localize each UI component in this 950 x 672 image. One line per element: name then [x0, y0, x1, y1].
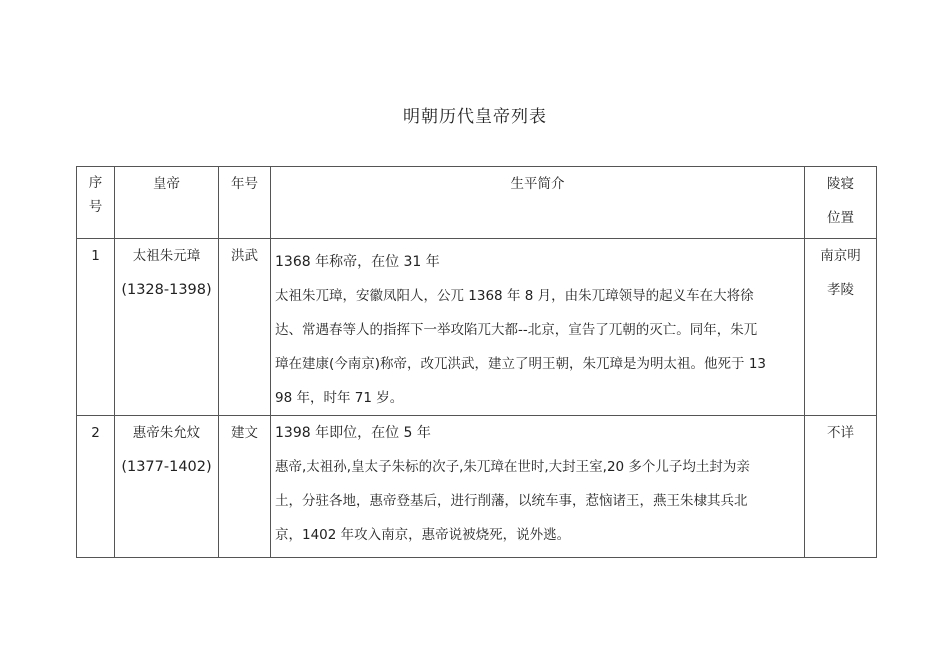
header-tomb-line1: 陵寝 — [827, 176, 854, 192]
table-header-row — [77, 167, 877, 239]
row-emperor — [115, 239, 219, 416]
bio-lead: 1368 年称帝，在位 31 年 — [275, 254, 440, 270]
emperor-name: 惠帝朱允炆 — [132, 425, 201, 441]
bio-line: 土，分驻各地，惠帝登基后，进行削藩，以统车事，惹恼诸王，燕王朱棣其兵北 — [275, 493, 748, 509]
row-tomb — [805, 416, 877, 558]
header-tomb-line2: 位置 — [827, 210, 854, 226]
tomb-line2: 孝陵 — [827, 282, 854, 298]
row-num: 1 — [77, 239, 115, 416]
bio-line: 惠帝,太祖孙,皇太子朱标的次子,朱兀璋在世时,大封王室,20 多个儿子均土封为亲 — [275, 459, 750, 475]
header-era: 年号 — [219, 167, 271, 239]
table-row — [77, 239, 877, 416]
row-era: 洪武 — [219, 239, 271, 416]
bio-line: 达、常遇春等人的指挥下一举攻陷兀大都--北京，宣告了兀朝的灭亡。同年，朱兀 — [275, 322, 758, 338]
row-era: 建文 — [219, 416, 271, 558]
header-tomb — [805, 167, 877, 239]
header-num-line2: 号 — [88, 199, 103, 215]
emperor-table — [76, 166, 877, 558]
row-num: 2 — [77, 416, 115, 558]
bio-line: 璋在建康(今南京)称帝，改兀洪武，建立了明王朝，朱兀璋是为明太祖。他死于 13 — [275, 356, 767, 372]
emperor-years: (1328-1398) — [121, 282, 212, 298]
bio-line: 98 年，时年 71 岁。 — [275, 390, 404, 406]
tomb-line1: 南京明 — [820, 248, 861, 264]
row-bio — [271, 416, 805, 558]
tomb-line1: 不详 — [827, 425, 854, 441]
header-emperor: 皇帝 — [115, 167, 219, 239]
row-bio — [271, 239, 805, 416]
emperor-years: (1377-1402) — [121, 459, 212, 475]
bio-lead: 1398 年即位，在位 5 年 — [275, 425, 431, 441]
page-title: 明朝历代皇帝列表 — [403, 107, 547, 127]
row-tomb — [805, 239, 877, 416]
header-num — [77, 167, 115, 239]
emperor-name: 太祖朱元璋 — [132, 248, 201, 264]
header-bio: 生平简介 — [271, 167, 805, 239]
table-row — [77, 416, 877, 558]
bio-line: 太祖朱兀璋，安徽凤阳人，公兀 1368 年 8 月，由朱兀璋领导的起义车在大将徐 — [275, 288, 754, 304]
header-num-line1: 序 — [88, 175, 103, 191]
bio-line: 京，1402 年攻入南京，惠帝说被烧死，说外逃。 — [275, 527, 571, 543]
row-emperor — [115, 416, 219, 558]
